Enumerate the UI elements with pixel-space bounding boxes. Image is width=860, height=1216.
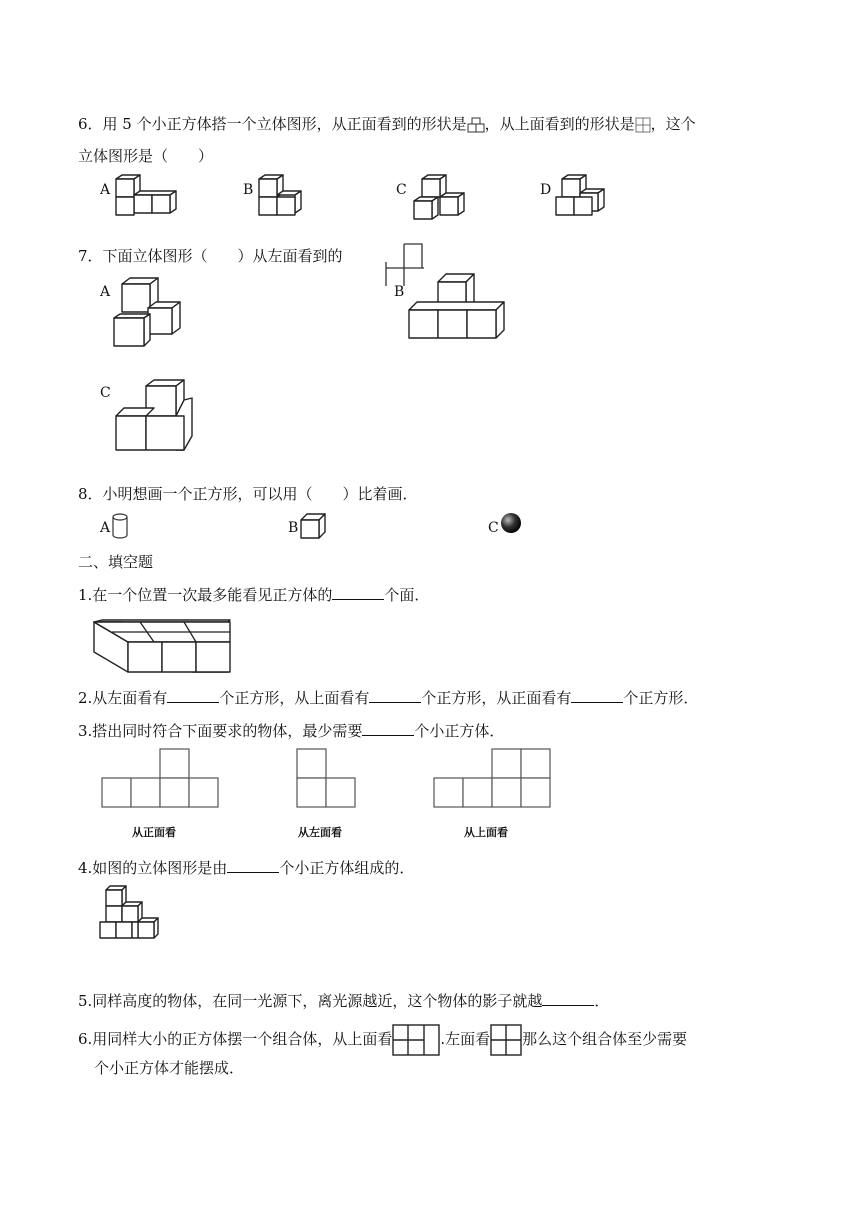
fill-q2-blank-1[interactable] (167, 688, 219, 703)
q6-option-d-label: D (540, 182, 552, 198)
fill-q6-text-c: 那么这个组合体至少需要 (522, 1030, 688, 1048)
fill-q6-top-view-icon (392, 1024, 440, 1056)
q8-option-c-label: C (488, 520, 499, 536)
fill-q2-text-c: 个正方形，从正面看有 (421, 689, 572, 707)
fill-q2-text-a: 2.从左面看有 (78, 689, 168, 707)
section2-title: 二、填空题 (78, 553, 154, 571)
fill-q2-blank-3[interactable] (571, 688, 623, 703)
fill-q4-text-b: 个小正方体组成的． (279, 859, 415, 877)
q7-option-a-label: A (100, 284, 111, 300)
fill-q2-text-b: 个正方形，从上面看有 (219, 689, 370, 707)
fill-q1-text-b: 个面． (384, 586, 430, 604)
fill-q2-text-d: 个正方形． (623, 689, 699, 707)
q8-option-c-sphere-icon (500, 512, 524, 536)
fill-q6-line2: 个小正方体才能摆成． (94, 1059, 245, 1077)
fill-q2 (78, 688, 698, 708)
fill-q6-left-view-icon (490, 1024, 522, 1056)
fill-q3-caption-left: 从左面看 (298, 826, 342, 839)
q6-text-a: 6．用 5 个小正方体搭一个立体图形，从正面看到的形状是 (78, 115, 467, 133)
fill-q5-text-a: 5.同样高度的物体，在同一光源下，离光源越近，这个物体的影子就越 (78, 992, 543, 1010)
front-view-icon (467, 117, 485, 133)
fill-q4-blank[interactable] (227, 858, 279, 873)
q7-option-c-label: C (100, 385, 111, 401)
q7-option-c-cube-stack-icon (114, 378, 196, 454)
q6-line1 (78, 114, 696, 134)
fill-q4-text-a: 4.如图的立体图形是由 (78, 859, 228, 877)
q8-option-b-cube-icon (299, 512, 327, 540)
fill-q5-blank[interactable] (542, 991, 594, 1006)
fill-q1 (78, 585, 429, 605)
q8-option-a-label: A (100, 520, 111, 536)
fill-q3-blank[interactable] (362, 721, 414, 736)
top-view-icon (635, 117, 651, 133)
q8-option-a-cylinder-icon (111, 512, 129, 540)
fill-q3-front-view-grid (100, 748, 222, 808)
fill-q4-cube-stack-icon (98, 884, 162, 944)
fill-q3 (78, 721, 504, 741)
q6-option-c-cube-stack-icon (408, 175, 464, 223)
fill-q4 (78, 858, 414, 878)
fill-q3-text-b: 个小正方体． (414, 722, 505, 740)
q6-line2: 立体图形是（ ） (78, 147, 214, 165)
q6-option-d-cube-stack-icon (552, 175, 604, 219)
fill-q1-blank[interactable] (332, 585, 384, 600)
fill-q3-caption-front: 从正面看 (132, 826, 176, 839)
fill-q1-cuboid-icon (92, 618, 232, 676)
q7-text: 7．下面立体图形（ ）从左面看到的 (78, 247, 343, 265)
fill-q3-top-view-grid (432, 748, 554, 808)
q6-text-c: ，这个 (650, 115, 696, 133)
q6-text-b: ，从上面看到的形状是 (484, 115, 635, 133)
q6-option-a-cube-stack-icon (112, 175, 174, 219)
fill-q6-text-a: 6.用同样大小的正方体摆一个组合体，从上面看 (78, 1030, 393, 1048)
q8-text: 8．小明想画一个正方形，可以用（ ）比着画． (78, 485, 418, 503)
q7-option-b-label: B (394, 284, 405, 300)
fill-q1-text-a: 1.在一个位置一次最多能看见正方体的 (78, 586, 333, 604)
q7-option-a-cube-stack-icon (112, 276, 180, 348)
q8-option-b-label: B (288, 520, 299, 536)
fill-q6-line1 (78, 1024, 687, 1056)
fill-q5-text-b: ． (594, 992, 610, 1010)
q6-option-c-label: C (396, 182, 407, 198)
fill-q3-text-a: 3.搭出同时符合下面要求的物体，最少需要 (78, 722, 363, 740)
fill-q6-text-b: .左面看 (440, 1030, 491, 1048)
q6-option-b-cube-stack-icon (255, 175, 303, 219)
fill-q3-caption-top: 从上面看 (464, 826, 508, 839)
q7-option-b-cube-stack-icon (408, 272, 506, 342)
fill-q3-left-view-grid (295, 748, 359, 808)
q6-option-b-label: B (243, 182, 254, 198)
q6-option-a-label: A (100, 182, 111, 198)
fill-q2-blank-2[interactable] (369, 688, 421, 703)
fill-q5 (78, 991, 609, 1011)
